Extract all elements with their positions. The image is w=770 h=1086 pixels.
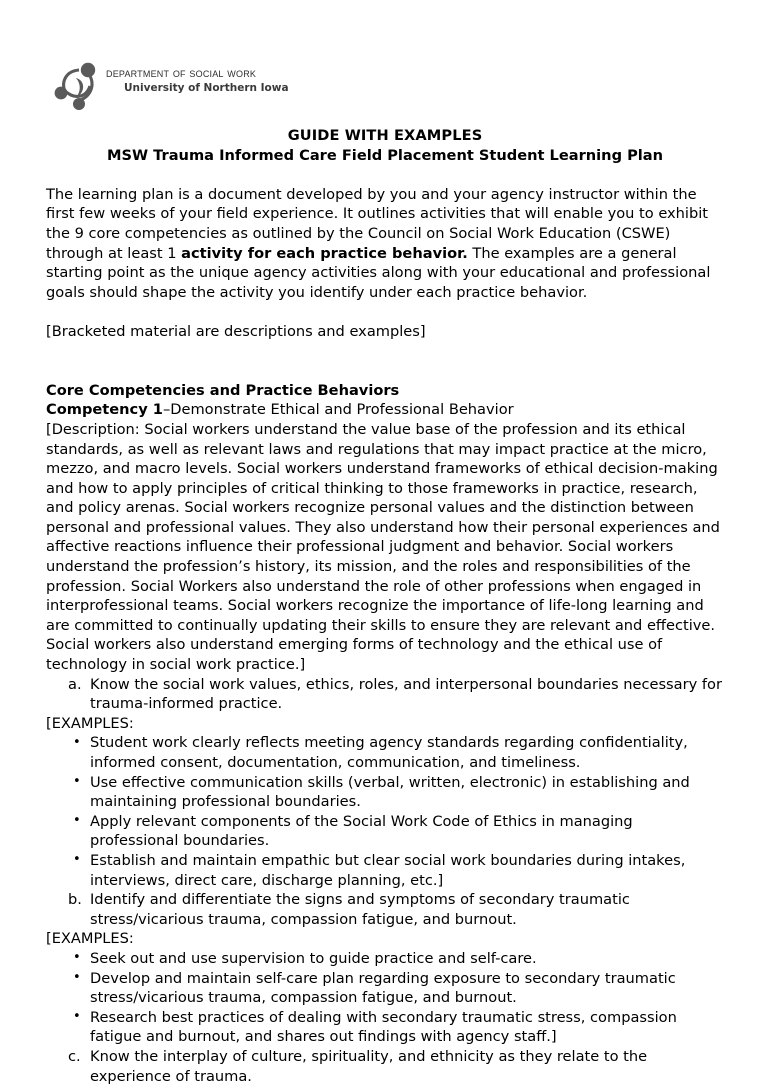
bullet-icon: • (73, 774, 81, 790)
list-marker: a. (68, 675, 82, 693)
example-text: Establish and maintain empathic but clear social work boundaries during intakes, interviews, direct care, discharge planning, etc.] (90, 851, 686, 889)
intro-text-bold: activity for each practice behavior. (181, 244, 468, 262)
university-name: University of Northern Iowa (124, 82, 289, 95)
competency-heading (46, 400, 724, 420)
interconnected-nodes-logo-icon (52, 60, 104, 112)
department-name: department of social work (106, 66, 257, 80)
letterhead-text (106, 67, 289, 95)
bullet-icon: • (73, 970, 81, 986)
document-title-block (46, 126, 724, 165)
example-text: Develop and maintain self-care plan regarding exposure to secondary traumatic stress/vicarious trauma, compassion fatigue, and burnout. (90, 969, 676, 1007)
list-item (46, 733, 724, 772)
example-text: Seek out and use supervision to guide practice and self-care. (90, 949, 537, 967)
practice-behavior-text: Know the social work values, ethics, roles, and interpersonal boundaries necessary for trauma-informed practice. (90, 675, 722, 713)
example-text: Research best practices of dealing with secondary traumatic stress, compassion fatigue and burnout, and shares out findings with agency staff.] (90, 1008, 677, 1046)
list-item (46, 1008, 724, 1047)
competency-title: –Demonstrate Ethical and Professional Behavior (162, 401, 514, 419)
intro-text-part1: The learning plan is a document developed by you and your agency instructor within the first few weeks of your field experience. It outlines activities that will enable you to exhibit the 9 core competencies as outlined by the Council on Social Work Education (CSWE) through at least 1 (46, 185, 709, 262)
bullet-icon: • (73, 1009, 81, 1025)
intro-text-part2: The examples are a general starting point as the unique agency activities along with your educational and professional goals should shape the activity you identify under each practice behavior. (46, 244, 711, 301)
bracket-note: [Bracketed material are descriptions and examples] (46, 322, 426, 340)
practice-behavior-item (46, 675, 724, 714)
example-text: Apply relevant components of the Social Work Code of Ethics in managing professional boundaries. (90, 812, 633, 850)
competency-description: [Description: Social workers understand the value base of the profession and its ethical standards, as well as relevant laws and regulations that may impact practice at the micro, mezzo, and macro levels. Social workers understand frameworks of ethical decision-making and how to apply principles of critical thinking to those frameworks in practice, research, and policy arenas. Social workers recognize personal values and the distinction between personal and professional values. They also understand how their personal experiences and affective reactions influence their professional judgment and behavior. Social workers understand the profession’s history, its mission, and the roles and responsibilities of the profession. Social Workers also understand the role of other professions when engaged in interprofessional teams. Social workers recognize the importance of life-long learning and are committed to continually updating their skills to ensure they are relevant and effective. Social workers also understand emerging forms of technology and the ethical use of technology in social work practice.] (46, 420, 720, 674)
practice-behavior-item (46, 1047, 724, 1086)
example-text: Use effective communication skills (verbal, written, electronic) in establishing and maintaining professional boundaries. (90, 773, 690, 811)
list-item (46, 969, 724, 1008)
letterhead (52, 58, 289, 112)
core-competencies-heading: Core Competencies and Practice Behaviors (46, 381, 400, 399)
bullet-icon: • (73, 813, 81, 829)
section-spacer (46, 342, 724, 362)
practice-behavior-text: Know the interplay of culture, spirituality, and ethnicity as they relate to the experience of trauma. (90, 1047, 648, 1085)
list-item (46, 851, 724, 890)
examples-label: [EXAMPLES: (46, 930, 134, 948)
list-marker: b. (68, 891, 82, 909)
example-text: Student work clearly reflects meeting agency standards regarding confidentiality, informed consent, documentation, communication, and timeliness. (90, 734, 688, 771)
bullet-icon: • (73, 852, 81, 868)
bullet-icon: • (73, 734, 81, 750)
list-item (46, 773, 724, 812)
practice-behavior-text: Identify and differentiate the signs and symptoms of secondary traumatic stress/vicarious trauma, compassion fatigue, and burnout. (90, 891, 630, 928)
bullet-icon: • (73, 950, 81, 966)
list-marker: c. (68, 1047, 81, 1065)
intro-paragraph (46, 185, 724, 303)
examples-label: [EXAMPLES: (46, 714, 134, 732)
page-title: GUIDE WITH EXAMPLES (287, 127, 483, 144)
competency-label: Competency 1 (46, 401, 163, 419)
list-item (46, 949, 724, 969)
list-item (46, 812, 724, 851)
document-body (46, 126, 724, 1086)
practice-behavior-item (46, 890, 724, 929)
page-subtitle: MSW Trauma Informed Care Field Placement Student Learning Plan (106, 146, 664, 164)
